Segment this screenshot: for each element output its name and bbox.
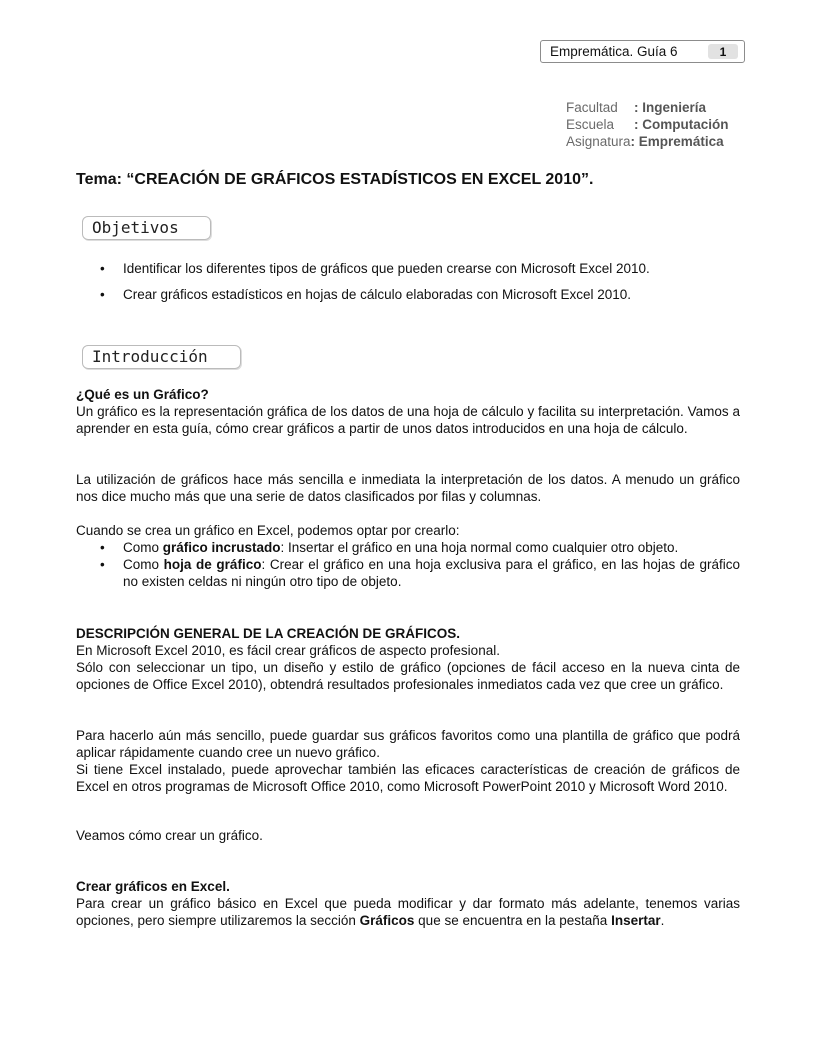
faculty-value: : Ingeniería (634, 100, 707, 115)
option-post: : Insertar el gráfico en una hoja normal como cualquier otro objeto. (280, 540, 679, 555)
option-bold: gráfico incrustado (162, 540, 281, 555)
list-item (100, 256, 740, 282)
create-text-pre: Para crear un gráfico básico en Excel que pueda modificar y dar formato más adelante, tenemos varias opciones, pero siempre utilizaremos la sección (76, 896, 740, 928)
header-title: Empremática. Guía 6 (550, 44, 678, 59)
intro-paragraph-1: Un gráfico es la representación gráfica de los datos de una hoja de cálculo y facilita su interpretación. Vamos a aprender en esta guía, cómo crear gráficos a partir de unos datos introducidos en una hoja de cálculo. (76, 404, 740, 436)
faculty-line (566, 99, 706, 116)
create-paragraph (76, 895, 740, 929)
description-paragraph-3: Veamos cómo crear un gráfico. (76, 828, 263, 843)
page-header (540, 40, 745, 63)
description-paragraph-2a: Para hacerlo aún más sencillo, puede guardar sus gráficos favoritos como una plantilla de gráfico que podrá aplicar rápidamente cuando cree un nuevo gráfico. (76, 728, 740, 760)
intro-section (76, 386, 740, 437)
description-paragraph-1b: Sólo con seleccionar un tipo, un diseño y estilo de gráfico (opciones de fácil acceso en la nueva cinta de opciones de Office Excel 2010), obtendrá resultados profesionales inmediatos cada vez que cree un gráfico. (76, 660, 740, 692)
school-label: Escuela (566, 117, 615, 132)
description-heading: DESCRIPCIÓN GENERAL DE LA CREACIÓN DE GRÁFICOS. (76, 626, 461, 641)
option-pre: Como (123, 540, 163, 555)
list-item (100, 539, 740, 556)
intro-label: Introducción (82, 345, 241, 369)
description-paragraph-1a: En Microsoft Excel 2010, es fácil crear gráficos de aspecto profesional. (76, 643, 500, 658)
create-heading: Crear gráficos en Excel. (76, 879, 230, 894)
page-number: 1 (708, 44, 738, 59)
bullet-icon: • (100, 261, 105, 276)
list-item (100, 282, 740, 308)
objectives-list (100, 256, 740, 308)
create-text-post: . (660, 913, 665, 928)
create-section (76, 878, 740, 929)
page-title: Tema: “CREACIÓN DE GRÁFICOS ESTADÍSTICOS EN EXCEL 2010”. (76, 171, 594, 188)
school-line (566, 116, 729, 133)
objective-text: Crear gráficos estadísticos en hojas de cálculo elaboradas con Microsoft Excel 2010. (123, 287, 632, 302)
intro-paragraph-2: La utilización de gráficos hace más sencilla e inmediata la interpretación de los datos. A menudo un gráfico nos dice mucho más que una serie de datos clasificados por filas y columnas. (76, 472, 740, 504)
description-paragraph-2b: Si tiene Excel instalado, puede aprovechar también las eficaces características de creación de gráficos de Excel en otros programas de Microsoft Office 2010, como Microsoft PowerPoint 2010 y Microsoft Word 2010. (76, 762, 740, 794)
create-bold-graficos: Gráficos (359, 913, 415, 928)
subject-label: Asignatura (566, 134, 631, 149)
description-block-2 (76, 727, 740, 795)
option-bold: hoja de gráfico (163, 557, 262, 572)
list-item (100, 556, 740, 590)
description-section (76, 625, 740, 693)
subject-line (566, 133, 724, 150)
option-post: : Crear el gráfico en una hoja exclusiva para el gráfico, en las hojas de gráfico no existen celdas ni ningún otro tipo de objeto. (123, 557, 740, 589)
subject-value: : Empremática (630, 134, 724, 149)
intro-paragraph-3: Cuando se crea un gráfico en Excel, podemos optar por crearlo: (76, 523, 460, 538)
objectives-label: Objetivos (82, 216, 211, 240)
option-pre: Como (123, 557, 164, 572)
bullet-icon: • (100, 287, 105, 302)
intro-question: ¿Qué es un Gráfico? (76, 387, 209, 402)
school-value: : Computación (634, 117, 729, 132)
create-text-mid: que se encuentra en la pestaña (414, 913, 612, 928)
bullet-icon: • (100, 557, 105, 572)
bullet-icon: • (100, 540, 105, 555)
objective-text: Identificar los diferentes tipos de gráficos que pueden crearse con Microsoft Excel 2010. (123, 261, 650, 276)
faculty-label: Facultad (566, 100, 618, 115)
create-bold-insertar: Insertar (611, 913, 661, 928)
chart-options-list (100, 539, 740, 590)
